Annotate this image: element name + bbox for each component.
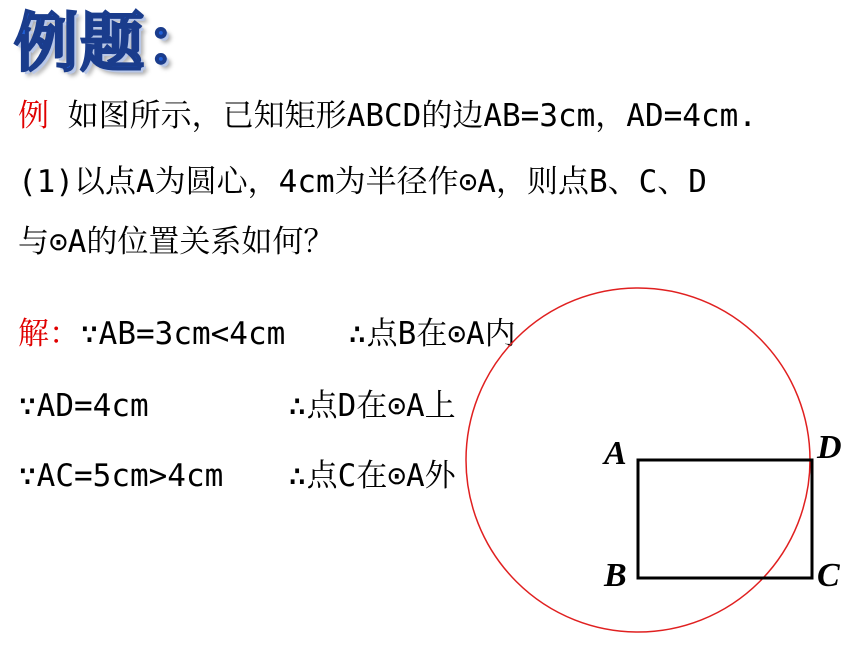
reason-2: ∵AD=4cm xyxy=(18,388,149,424)
label-b: B xyxy=(604,557,627,594)
solution-prefix: 解： xyxy=(18,316,80,352)
conclusion-3: ∴点C在⊙A外 xyxy=(288,458,456,494)
example-prefix: 例 xyxy=(18,98,49,134)
problem-line-3: 与⊙A的位置关系如何？ xyxy=(18,224,335,260)
conclusion-2: ∴点D在⊙A上 xyxy=(288,388,456,424)
conclusion-1: ∴点B在⊙A内 xyxy=(348,316,516,352)
label-c: C xyxy=(817,557,840,594)
reason-1: ∵AB=3cm<4cm xyxy=(80,316,286,352)
problem-text-1: 如图所示，已知矩形ABCD的边AB=3cm，AD=4cm. xyxy=(67,98,757,134)
label-d: D xyxy=(817,429,842,466)
page-title: 例题： xyxy=(14,7,212,81)
problem-line-2: (1)以点A为圆心，4cm为半径作⊙A，则点B、C、D xyxy=(18,164,707,200)
label-a: A xyxy=(604,435,627,472)
reason-3: ∵AC=5cm>4cm xyxy=(18,458,224,494)
rectangle-abcd xyxy=(638,460,812,578)
